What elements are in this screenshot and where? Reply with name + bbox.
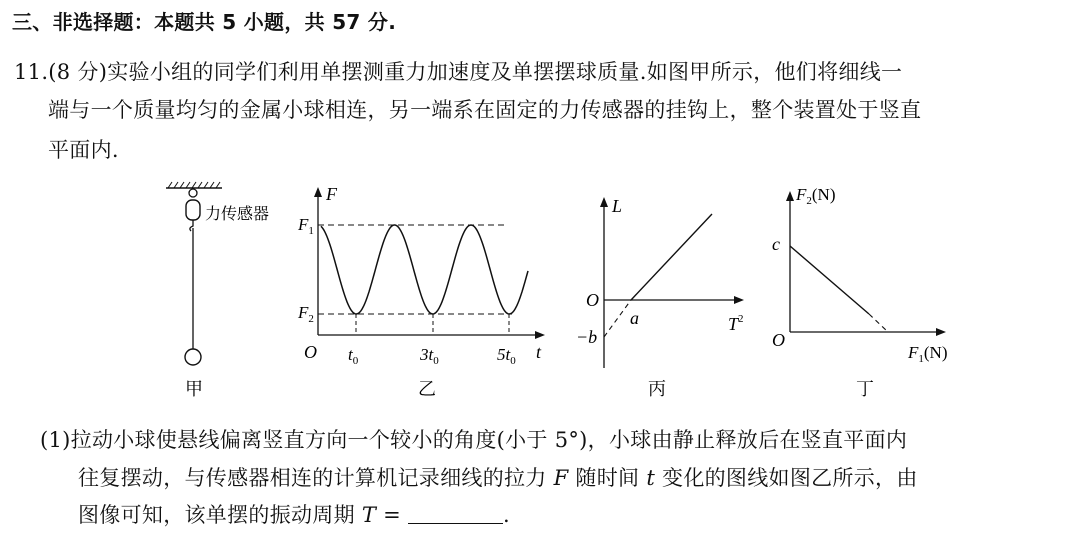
figure-bing xyxy=(576,196,744,400)
hook-ring xyxy=(189,189,197,197)
ding-solid-line xyxy=(790,246,869,314)
yi-x-label: t xyxy=(536,342,542,362)
ding-origin: O xyxy=(772,330,785,350)
subquestion-text: 图像可知，该单摆的振动周期 xyxy=(78,503,362,527)
subquestion-line-2 xyxy=(78,462,918,492)
force-sensor xyxy=(186,200,200,220)
yi-x-arrow xyxy=(535,331,545,339)
caption-ding: 丁 xyxy=(856,379,874,400)
ceiling-hatch xyxy=(168,182,220,188)
ding-y-label: $F_2(N)$ xyxy=(796,185,836,207)
yi-y-label: F xyxy=(326,184,337,204)
ding-dashed-line xyxy=(869,314,888,332)
question-line-2: 端与一个质量均匀的金属小球相连，另一端系在固定的力传感器的挂钩上，整个装置处于竖直 xyxy=(48,98,922,122)
pendulum-ball xyxy=(185,349,201,365)
yi-origin: O xyxy=(304,342,317,362)
caption-jia: 甲 xyxy=(185,379,203,400)
section-title: 三、非选择题：本题共 5 小题，共 57 分. xyxy=(12,10,397,34)
figure-ding xyxy=(772,185,948,400)
ding-x-arrow xyxy=(936,328,946,336)
ding-c-label: c xyxy=(772,234,780,254)
subquestion-text: 变化的图线如图乙所示，由 xyxy=(655,466,918,490)
yi-f2-label: $F_2$ xyxy=(298,303,314,325)
ding-y-arrow xyxy=(786,191,794,201)
subquestion-text: = xyxy=(376,503,409,527)
subquestion-line-1: (1)拉动小球使悬线偏离竖直方向一个较小的角度(小于 5°)，小球由静止释放后在竖直平面内 xyxy=(40,428,908,452)
caption-yi: 乙 xyxy=(418,379,436,400)
bing-b-label: −b xyxy=(576,327,598,347)
var-T: T xyxy=(361,503,377,527)
bing-x-label: $T^2$ xyxy=(728,313,744,334)
var-t: t xyxy=(646,466,656,490)
subquestion-text: 往复摆动，与传感器相连的计算机记录细线的拉力 xyxy=(78,466,554,490)
yi-tick-5t0: $5t_0$ xyxy=(497,345,516,367)
sensor-label: 力传感器 xyxy=(205,204,270,223)
figure-jia xyxy=(166,182,269,400)
answer-blank[interactable] xyxy=(408,505,503,524)
yi-tick-t0: $t_0$ xyxy=(348,345,359,367)
bing-y-label: L xyxy=(612,196,623,216)
bing-y-arrow xyxy=(600,197,608,207)
yi-force-curve xyxy=(321,225,528,314)
caption-bing: 丙 xyxy=(648,379,666,400)
subquestion-text: . xyxy=(503,503,511,527)
question-line-1: 11.(8 分)实验小组的同学们利用单摆测重力加速度及单摆摆球质量.如图甲所示，他们将细线一 xyxy=(14,60,903,84)
yi-f1-label: $F_1$ xyxy=(298,215,314,237)
yi-y-arrow xyxy=(314,187,322,197)
figure-yi xyxy=(297,184,545,400)
figures xyxy=(0,170,1080,420)
var-F: F xyxy=(553,466,569,490)
bing-solid-line xyxy=(631,214,712,300)
subquestion-line-3 xyxy=(78,499,510,529)
bing-dashed-extension xyxy=(604,300,631,337)
bing-origin: O xyxy=(586,290,599,310)
subquestion-text: 随时间 xyxy=(568,466,647,490)
bing-x-arrow xyxy=(734,296,744,304)
ding-x-label: $F_1(N)$ xyxy=(908,343,948,365)
yi-tick-3t0: $3t_0$ xyxy=(420,345,439,367)
bing-a-label: a xyxy=(630,308,639,328)
question-line-3: 平面内. xyxy=(48,138,119,162)
